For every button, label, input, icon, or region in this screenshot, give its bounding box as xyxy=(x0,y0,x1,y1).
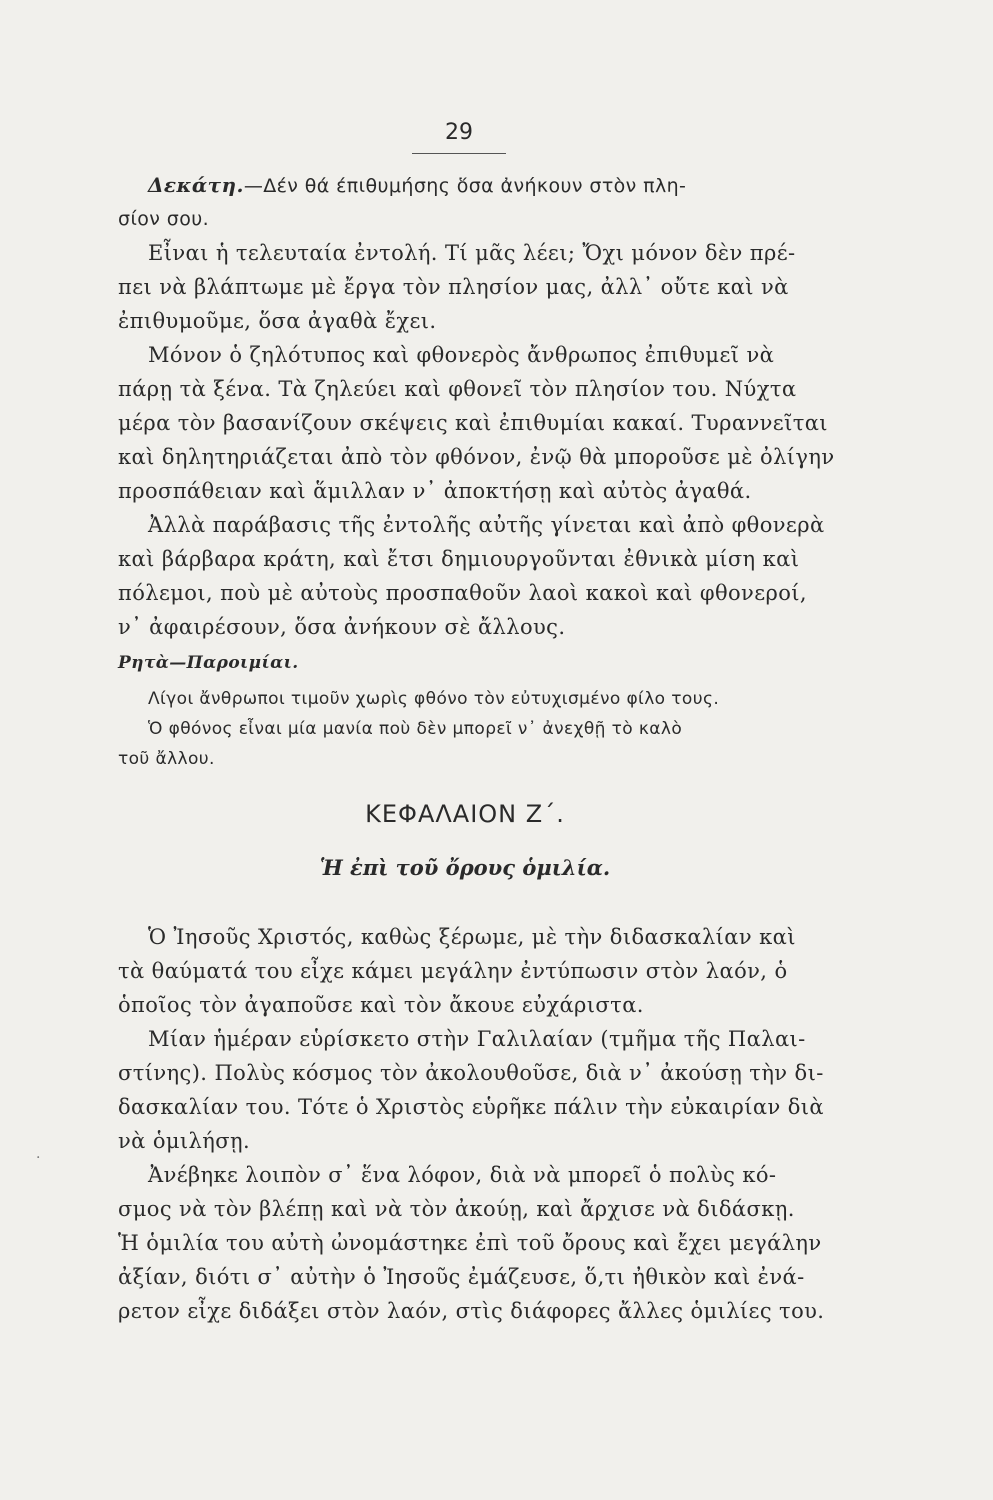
text-line: σμος νὰ τὸν βλέπῃ καὶ νὰ τὸν ἀκούῃ, καὶ ἄρχισε νὰ διδάσκῃ. xyxy=(118,1197,795,1221)
text-line: νὰ ὁμιλήσῃ. xyxy=(118,1129,251,1153)
text-line: ρετον εἶχε διδάξει στὸν λαόν, στὶς διάφορες ἄλλες ὁμιλίες του. xyxy=(118,1299,825,1323)
text-line: Εἶναι ἡ τελευταία ἐντολή. Τί μᾶς λέει; Ὄχι μόνον δὲν πρέ- xyxy=(148,241,796,265)
commandment-text: —Δέν θά έπιθυμήσης ὅσα ἀνήκουν στὸν πλη- xyxy=(243,175,687,197)
text-line: δασκαλίαν του. Τότε ὁ Χριστὸς εὑρῆκε πάλιν τὴν εὐκαιρίαν διὰ xyxy=(118,1095,825,1119)
saying-line: Λίγοι ἄνθρωποι τιμοῦν χωρὶς φθόνο τὸν εὐτυχισμένο φίλο τους. xyxy=(148,689,720,709)
text-line: πάρῃ τὰ ξένα. Τὰ ζηλεύει καὶ φθονεῖ τὸν πλησίον του. Νύχτα xyxy=(118,377,797,401)
section-lead-line xyxy=(118,168,828,202)
text-line: Ἡ ὁμιλία του αὐτὴ ὠνομάστηκε ἐπὶ τοῦ ὄρους καὶ ἔχει μεγάλην xyxy=(118,1231,822,1255)
text-line: Μόνον ὁ ζηλότυπος καὶ φθονερὸς ἄνθρωπος ἐπιθυμεῖ νὰ xyxy=(148,343,775,367)
page-number: 29 xyxy=(412,120,506,154)
text-line: Ἀλλὰ παράβασις τῆς ἐντολῆς αὐτῆς γίνεται καὶ ἀπὸ φθονερὰ xyxy=(148,513,825,537)
text-line: προσπάθειαν καὶ ἅμιλλαν ν᾽ ἀποκτήσῃ καὶ αὐτὸς ἀγαθά. xyxy=(118,479,752,503)
commandment-section xyxy=(118,168,835,644)
text-line: καὶ δηλητηριάζεται ἀπὸ τὸν φθόνον, ἐνῷ θὰ μποροῦσε μὲ ὀλίγην xyxy=(118,445,835,469)
text-line: ν᾽ ἀφαιρέσουν, ὅσα ἀνήκουν σὲ ἄλλους. xyxy=(118,615,566,639)
commandment-label: Δεκάτη. xyxy=(148,173,244,197)
text-line: τὰ θαύματά του εἶχε κάμει μεγάλην ἐντύπωσιν στὸν λαόν, ὁ xyxy=(118,959,788,983)
margin-mark: · xyxy=(36,1150,41,1166)
sermon-section xyxy=(118,920,828,1328)
text-line: πόλεμοι, ποὺ μὲ αὐτοὺς προσπαθοῦν λαοὶ κακοὶ καὶ φθονεροί, xyxy=(118,581,807,605)
text-line: μέρα τὸν βασανίζουν σκέψεις καὶ ἐπιθυμίαι κακαί. Τυραννεῖται xyxy=(118,411,828,435)
text-line: ἐπιθυμοῦμε, ὅσα ἀγαθὰ ἔχει. xyxy=(118,309,437,333)
text-line: καὶ βάρβαρα κράτη, καὶ ἔτσι δημιουργοῦνται ἐθνικὰ μίση καὶ xyxy=(118,547,800,571)
chapter-title: ΚΕΦΑΛΑΙΟΝ Ζ΄. xyxy=(365,800,565,828)
text-line: στίνης). Πολὺς κόσμος τὸν ἀκολουθοῦσε, διὰ ν᾽ ἀκούσῃ τὴν δι- xyxy=(118,1061,824,1085)
text-line: πει νὰ βλάπτωμε μὲ ἔργα τὸν πλησίον μας, ἀλλ᾽ οὔτε καὶ νὰ xyxy=(118,275,789,299)
text-line: σίον σου. xyxy=(118,208,210,230)
saying-line: Ὁ φθόνος εἶναι μία μανία ποὺ δὲν μπορεῖ ν᾽ ἀνεχθῇ τὸ καλὸ xyxy=(148,719,683,739)
text-line: Μίαν ἡμέραν εὑρίσκετο στὴν Γαλιλαίαν (τμῆμα τῆς Παλαι- xyxy=(148,1027,806,1051)
saying-line: τοῦ ἄλλου. xyxy=(118,749,215,769)
text-line: Ὁ Ἰησοῦς Χριστός, καθὼς ξέρωμε, μὲ τὴν διδασκαλίαν καὶ xyxy=(148,925,796,949)
sayings-section xyxy=(118,648,828,774)
sayings-heading: Ρητὰ—Παροιμίαι. xyxy=(118,653,299,673)
text-line: Ἀνέβηκε λοιπὸν σ᾽ ἕνα λόφον, διὰ νὰ μπορεῖ ὁ πολὺς κό- xyxy=(148,1163,777,1187)
chapter-subtitle: Ἡ ἐπὶ τοῦ ὄρους ὁμιλία. xyxy=(319,855,611,880)
text-line: ὁποῖος τὸν ἀγαποῦσε καὶ τὸν ἄκουε εὐχάριστα. xyxy=(118,993,644,1017)
text-line: ἀξίαν, διότι σ᾽ αὐτὴν ὁ Ἰησοῦς ἐμάζευσε, ὅ,τι ἠθικὸν καὶ ἐνά- xyxy=(118,1265,805,1289)
